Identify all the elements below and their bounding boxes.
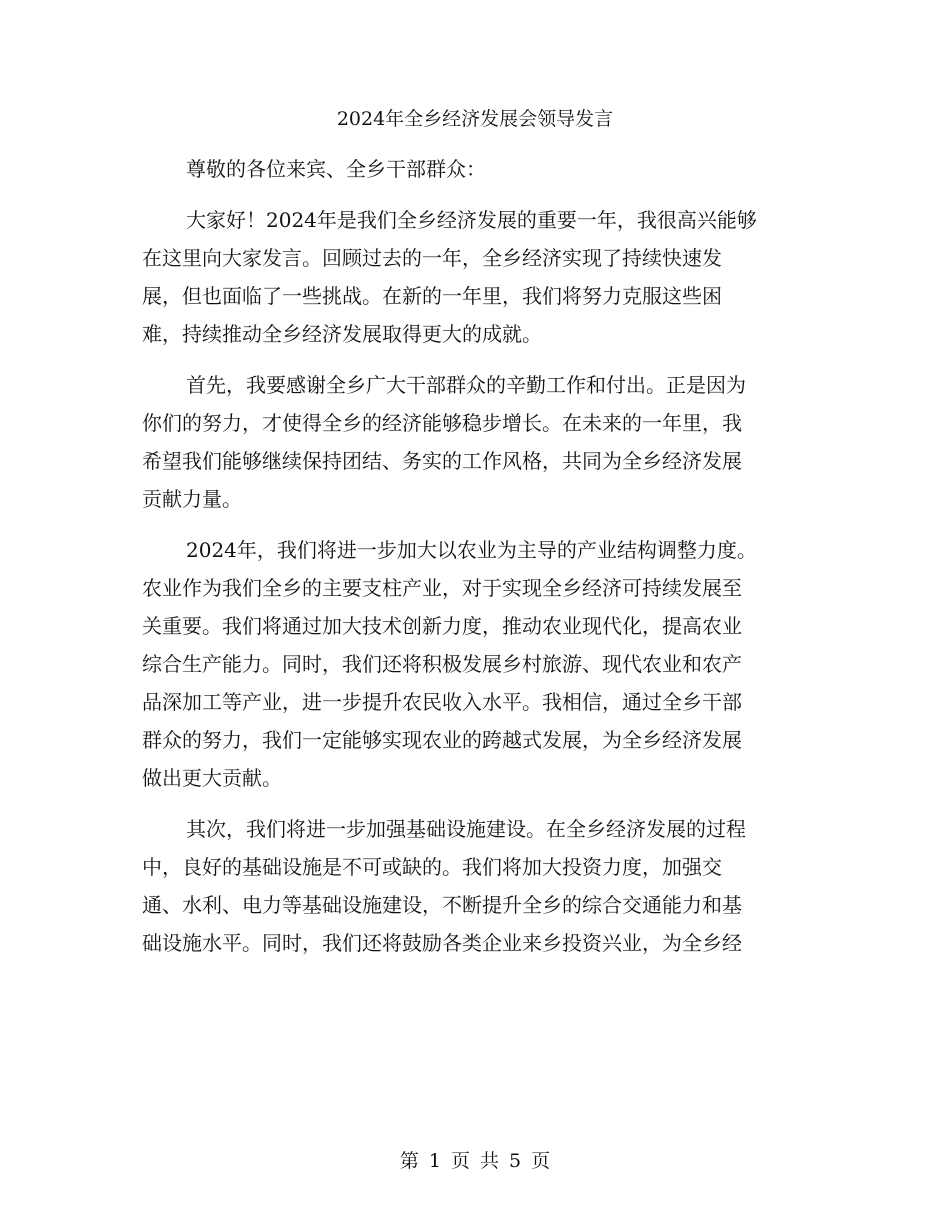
document-title: 2024年全乡经济发展会领导发言	[336, 108, 614, 130]
paragraph	[142, 150, 802, 188]
paragraph-line: 农业作为我们全乡的主要支柱产业，对于实现全乡经济可持续发展至	[142, 576, 742, 600]
paragraph-line: 你们的努力，才使得全乡的经济能够稳步增长。在未来的一年里，我	[142, 411, 742, 435]
paragraph-line: 品深加工等产业，进一步提升农民收入水平。我相信，通过全乡干部	[142, 690, 742, 714]
paragraph-line: 关重要。我们将通过加大技术创新力度，推动农业现代化，提高农业	[142, 614, 742, 638]
paragraph-line: 2024年，我们将进一步加大以农业为主导的产业结构调整力度。	[186, 538, 757, 562]
paragraph-line: 其次，我们将进一步加强基础设施建设。在全乡经济发展的过程	[186, 817, 746, 841]
paragraph-line: 难，持续推动全乡经济发展取得更大的成就。	[142, 322, 542, 346]
paragraph-line: 尊敬的各位来宾、全乡干部群众：	[186, 157, 486, 181]
paragraph-line: 础设施水平。同时，我们还将鼓励各类企业来乡投资兴业，为全乡经	[142, 931, 742, 955]
paragraph-line: 通、水利、电力等基础设施建设，不断提升全乡的综合交通能力和基	[142, 893, 742, 917]
paragraph	[142, 531, 802, 797]
page-footer: 第 1 页 共 5 页	[399, 1150, 551, 1172]
document-body	[142, 150, 802, 975]
paragraph-line: 希望我们能够继续保持团结、务实的工作风格，共同为全乡经济发展	[142, 449, 742, 473]
paragraph-line: 做出更大贡献。	[142, 766, 282, 790]
paragraph-line: 贡献力量。	[142, 487, 242, 511]
paragraph-line: 展，但也面临了一些挑战。在新的一年里，我们将努力克服这些困	[142, 284, 722, 308]
paragraph-line: 中，良好的基础设施是不可或缺的。我们将加大投资力度，加强交	[142, 855, 722, 879]
paragraph-line: 群众的努力，我们一定能够实现农业的跨越式发展，为全乡经济发展	[142, 728, 742, 752]
paragraph-line: 综合生产能力。同时，我们还将积极发展乡村旅游、现代农业和农产	[142, 652, 742, 676]
paragraph-line: 在这里向大家发言。回顾过去的一年，全乡经济实现了持续快速发	[142, 246, 722, 270]
paragraph-line: 首先，我要感谢全乡广大干部群众的辛勤工作和付出。正是因为	[186, 373, 746, 397]
paragraph	[142, 366, 802, 518]
paragraph	[142, 201, 802, 353]
paragraph	[142, 810, 802, 962]
paragraph-line: 大家好！2024年是我们全乡经济发展的重要一年，我很高兴能够	[186, 208, 757, 232]
